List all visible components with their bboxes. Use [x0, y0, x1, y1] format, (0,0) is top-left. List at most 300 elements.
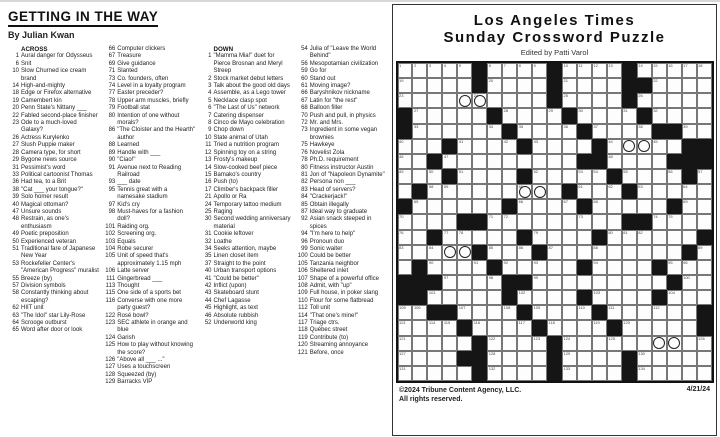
- grid-cell[interactable]: [398, 305, 413, 320]
- grid-cell[interactable]: [532, 63, 547, 78]
- grid-cell[interactable]: [577, 351, 592, 366]
- grid-cell[interactable]: [592, 93, 607, 108]
- grid-cell[interactable]: [427, 214, 442, 229]
- grid-cell[interactable]: [607, 245, 622, 260]
- grid-cell[interactable]: [577, 275, 592, 290]
- grid-cell[interactable]: [472, 305, 487, 320]
- grid-cell[interactable]: [667, 230, 682, 245]
- grid-cell[interactable]: [622, 124, 637, 139]
- grid-cell[interactable]: [562, 214, 577, 229]
- grid-cell[interactable]: [502, 78, 517, 93]
- grid-cell[interactable]: [427, 139, 442, 154]
- grid-cell[interactable]: [487, 275, 502, 290]
- grid-cell[interactable]: [398, 351, 413, 366]
- grid-cell[interactable]: [592, 124, 607, 139]
- grid-cell[interactable]: [577, 245, 592, 260]
- grid-cell[interactable]: [412, 305, 427, 320]
- grid-cell[interactable]: [592, 351, 607, 366]
- grid-cell[interactable]: [532, 108, 547, 123]
- grid-cell[interactable]: [577, 108, 592, 123]
- grid-cell[interactable]: [577, 184, 592, 199]
- grid-cell[interactable]: [637, 351, 652, 366]
- grid-cell[interactable]: [532, 260, 547, 275]
- grid-cell[interactable]: [457, 139, 472, 154]
- grid-cell[interactable]: [442, 320, 457, 335]
- grid-cell[interactable]: [682, 320, 697, 335]
- grid-cell[interactable]: [442, 124, 457, 139]
- grid-cell[interactable]: [412, 124, 427, 139]
- grid-cell[interactable]: [682, 305, 697, 320]
- grid-cell[interactable]: [577, 336, 592, 351]
- grid-cell[interactable]: [577, 305, 592, 320]
- grid-cell[interactable]: [427, 124, 442, 139]
- grid-cell[interactable]: [547, 275, 562, 290]
- grid-cell[interactable]: [562, 336, 577, 351]
- grid-cell[interactable]: [412, 320, 427, 335]
- grid-cell[interactable]: [592, 290, 607, 305]
- grid-cell[interactable]: [502, 154, 517, 169]
- grid-cell[interactable]: [487, 320, 502, 335]
- grid-cell[interactable]: [532, 184, 547, 199]
- grid-cell[interactable]: [547, 290, 562, 305]
- grid-cell[interactable]: [607, 184, 622, 199]
- grid-cell[interactable]: [622, 169, 637, 184]
- grid-cell[interactable]: [652, 63, 667, 78]
- grid-cell[interactable]: [652, 305, 667, 320]
- grid-cell[interactable]: [532, 199, 547, 214]
- grid-cell[interactable]: [472, 184, 487, 199]
- grid-cell[interactable]: [487, 336, 502, 351]
- grid-cell[interactable]: [517, 260, 532, 275]
- grid-cell[interactable]: [427, 336, 442, 351]
- grid-cell[interactable]: [472, 320, 487, 335]
- grid-cell[interactable]: [622, 290, 637, 305]
- grid-cell[interactable]: [427, 366, 442, 381]
- grid-cell[interactable]: [607, 230, 622, 245]
- grid-cell[interactable]: [457, 93, 472, 108]
- grid-cell[interactable]: [517, 245, 532, 260]
- grid-cell[interactable]: [562, 93, 577, 108]
- grid-cell[interactable]: [487, 184, 502, 199]
- grid-cell[interactable]: [457, 63, 472, 78]
- grid-cell[interactable]: [607, 214, 622, 229]
- grid-cell[interactable]: [398, 230, 413, 245]
- grid-cell[interactable]: [652, 93, 667, 108]
- grid-cell[interactable]: [532, 230, 547, 245]
- grid-cell[interactable]: [532, 305, 547, 320]
- grid-cell[interactable]: [652, 154, 667, 169]
- grid-cell[interactable]: [517, 154, 532, 169]
- grid-cell[interactable]: [412, 199, 427, 214]
- grid-cell[interactable]: [697, 184, 712, 199]
- grid-cell[interactable]: [427, 245, 442, 260]
- grid-cell[interactable]: [652, 199, 667, 214]
- grid-cell[interactable]: [427, 78, 442, 93]
- grid-cell[interactable]: [652, 336, 667, 351]
- grid-cell[interactable]: [667, 169, 682, 184]
- grid-cell[interactable]: [667, 245, 682, 260]
- grid-cell[interactable]: [427, 169, 442, 184]
- grid-cell[interactable]: [592, 63, 607, 78]
- grid-cell[interactable]: [517, 336, 532, 351]
- grid-cell[interactable]: [487, 366, 502, 381]
- grid-cell[interactable]: [697, 214, 712, 229]
- grid-cell[interactable]: [637, 290, 652, 305]
- grid-cell[interactable]: [412, 351, 427, 366]
- grid-cell[interactable]: [637, 199, 652, 214]
- grid-cell[interactable]: [682, 93, 697, 108]
- grid-cell[interactable]: [622, 139, 637, 154]
- grid-cell[interactable]: [607, 93, 622, 108]
- grid-cell[interactable]: [577, 63, 592, 78]
- grid-cell[interactable]: [562, 275, 577, 290]
- grid-cell[interactable]: [682, 290, 697, 305]
- grid-cell[interactable]: [592, 260, 607, 275]
- grid-cell[interactable]: [487, 351, 502, 366]
- grid-cell[interactable]: [547, 260, 562, 275]
- grid-cell[interactable]: [697, 199, 712, 214]
- grid-cell[interactable]: [652, 320, 667, 335]
- grid-cell[interactable]: [577, 78, 592, 93]
- grid-cell[interactable]: [607, 63, 622, 78]
- grid-cell[interactable]: [697, 366, 712, 381]
- grid-cell[interactable]: [457, 184, 472, 199]
- grid-cell[interactable]: [442, 336, 457, 351]
- grid-cell[interactable]: [592, 336, 607, 351]
- grid-cell[interactable]: [517, 63, 532, 78]
- grid-cell[interactable]: [667, 290, 682, 305]
- grid-cell[interactable]: [667, 93, 682, 108]
- grid-cell[interactable]: [517, 199, 532, 214]
- grid-cell[interactable]: [637, 93, 652, 108]
- grid-cell[interactable]: [427, 199, 442, 214]
- grid-cell[interactable]: [547, 124, 562, 139]
- grid-cell[interactable]: [697, 290, 712, 305]
- grid-cell[interactable]: [532, 154, 547, 169]
- grid-cell[interactable]: [442, 230, 457, 245]
- grid-cell[interactable]: [457, 78, 472, 93]
- grid-cell[interactable]: [487, 169, 502, 184]
- grid-cell[interactable]: [667, 260, 682, 275]
- grid-cell[interactable]: [547, 108, 562, 123]
- grid-cell[interactable]: [472, 108, 487, 123]
- grid-cell[interactable]: [412, 214, 427, 229]
- grid-cell[interactable]: [637, 124, 652, 139]
- grid-cell[interactable]: [667, 184, 682, 199]
- grid-cell[interactable]: [577, 169, 592, 184]
- grid-cell[interactable]: [697, 108, 712, 123]
- grid-cell[interactable]: [502, 108, 517, 123]
- grid-cell[interactable]: [652, 108, 667, 123]
- grid-cell[interactable]: [697, 124, 712, 139]
- grid-cell[interactable]: [637, 336, 652, 351]
- grid-cell[interactable]: [637, 154, 652, 169]
- grid-cell[interactable]: [517, 124, 532, 139]
- grid-cell[interactable]: [398, 366, 413, 381]
- grid-cell[interactable]: [562, 245, 577, 260]
- grid-cell[interactable]: [502, 260, 517, 275]
- grid-cell[interactable]: [472, 230, 487, 245]
- grid-cell[interactable]: [562, 154, 577, 169]
- grid-cell[interactable]: [607, 260, 622, 275]
- grid-cell[interactable]: [427, 290, 442, 305]
- grid-cell[interactable]: [562, 169, 577, 184]
- grid-cell[interactable]: [667, 336, 682, 351]
- grid-cell[interactable]: [577, 139, 592, 154]
- grid-cell[interactable]: [517, 320, 532, 335]
- grid-cell[interactable]: [517, 93, 532, 108]
- grid-cell[interactable]: [682, 199, 697, 214]
- grid-cell[interactable]: [607, 154, 622, 169]
- grid-cell[interactable]: [502, 184, 517, 199]
- grid-cell[interactable]: [457, 108, 472, 123]
- grid-cell[interactable]: [457, 230, 472, 245]
- grid-cell[interactable]: [412, 93, 427, 108]
- grid-cell[interactable]: [562, 260, 577, 275]
- grid-cell[interactable]: [622, 275, 637, 290]
- grid-cell[interactable]: [472, 169, 487, 184]
- grid-cell[interactable]: [398, 78, 413, 93]
- grid-cell[interactable]: [667, 305, 682, 320]
- grid-cell[interactable]: [442, 290, 457, 305]
- grid-cell[interactable]: [592, 245, 607, 260]
- grid-cell[interactable]: [652, 214, 667, 229]
- grid-cell[interactable]: [562, 290, 577, 305]
- grid-cell[interactable]: [607, 305, 622, 320]
- grid-cell[interactable]: [637, 230, 652, 245]
- grid-cell[interactable]: [502, 366, 517, 381]
- grid-cell[interactable]: [487, 230, 502, 245]
- grid-cell[interactable]: [442, 78, 457, 93]
- grid-cell[interactable]: [592, 184, 607, 199]
- grid-cell[interactable]: [637, 139, 652, 154]
- grid-cell[interactable]: [562, 230, 577, 245]
- grid-cell[interactable]: [412, 245, 427, 260]
- grid-cell[interactable]: [622, 154, 637, 169]
- grid-cell[interactable]: [427, 108, 442, 123]
- grid-cell[interactable]: [532, 124, 547, 139]
- grid-cell[interactable]: [547, 199, 562, 214]
- grid-cell[interactable]: [592, 78, 607, 93]
- grid-cell[interactable]: [652, 275, 667, 290]
- grid-cell[interactable]: [502, 230, 517, 245]
- grid-cell[interactable]: [547, 245, 562, 260]
- grid-cell[interactable]: [682, 366, 697, 381]
- grid-cell[interactable]: [442, 260, 457, 275]
- grid-cell[interactable]: [682, 275, 697, 290]
- grid-cell[interactable]: [682, 108, 697, 123]
- grid-cell[interactable]: [667, 78, 682, 93]
- grid-cell[interactable]: [667, 320, 682, 335]
- grid-cell[interactable]: [517, 290, 532, 305]
- grid-cell[interactable]: [412, 169, 427, 184]
- grid-cell[interactable]: [532, 78, 547, 93]
- grid-cell[interactable]: [502, 336, 517, 351]
- grid-cell[interactable]: [472, 199, 487, 214]
- grid-cell[interactable]: [592, 199, 607, 214]
- grid-cell[interactable]: [682, 260, 697, 275]
- grid-cell[interactable]: [472, 124, 487, 139]
- grid-cell[interactable]: [592, 108, 607, 123]
- grid-cell[interactable]: [398, 139, 413, 154]
- grid-cell[interactable]: [652, 230, 667, 245]
- grid-cell[interactable]: [472, 93, 487, 108]
- grid-cell[interactable]: [622, 320, 637, 335]
- grid-cell[interactable]: [502, 320, 517, 335]
- grid-cell[interactable]: [472, 275, 487, 290]
- grid-cell[interactable]: [517, 214, 532, 229]
- grid-cell[interactable]: [547, 214, 562, 229]
- grid-cell[interactable]: [532, 93, 547, 108]
- grid-cell[interactable]: [697, 351, 712, 366]
- grid-cell[interactable]: [487, 199, 502, 214]
- grid-cell[interactable]: [592, 366, 607, 381]
- grid-cell[interactable]: [667, 366, 682, 381]
- grid-cell[interactable]: [652, 245, 667, 260]
- grid-cell[interactable]: [398, 320, 413, 335]
- grid-cell[interactable]: [562, 63, 577, 78]
- grid-cell[interactable]: [427, 93, 442, 108]
- grid-cell[interactable]: [682, 230, 697, 245]
- grid-cell[interactable]: [667, 214, 682, 229]
- grid-cell[interactable]: [442, 63, 457, 78]
- grid-cell[interactable]: [562, 366, 577, 381]
- grid-cell[interactable]: [592, 275, 607, 290]
- grid-cell[interactable]: [427, 320, 442, 335]
- grid-cell[interactable]: [412, 336, 427, 351]
- grid-cell[interactable]: [667, 108, 682, 123]
- grid-cell[interactable]: [652, 351, 667, 366]
- grid-cell[interactable]: [457, 366, 472, 381]
- grid-cell[interactable]: [697, 336, 712, 351]
- grid-cell[interactable]: [442, 108, 457, 123]
- grid-cell[interactable]: [607, 199, 622, 214]
- grid-cell[interactable]: [517, 108, 532, 123]
- grid-cell[interactable]: [502, 63, 517, 78]
- grid-cell[interactable]: [637, 260, 652, 275]
- grid-cell[interactable]: [577, 366, 592, 381]
- grid-cell[interactable]: [652, 169, 667, 184]
- grid-cell[interactable]: [442, 275, 457, 290]
- grid-cell[interactable]: [532, 214, 547, 229]
- grid-cell[interactable]: [442, 366, 457, 381]
- grid-cell[interactable]: [682, 124, 697, 139]
- grid-cell[interactable]: [442, 351, 457, 366]
- grid-cell[interactable]: [607, 78, 622, 93]
- grid-cell[interactable]: [607, 275, 622, 290]
- grid-cell[interactable]: [682, 63, 697, 78]
- grid-cell[interactable]: [457, 169, 472, 184]
- grid-cell[interactable]: [547, 154, 562, 169]
- grid-cell[interactable]: [547, 169, 562, 184]
- grid-cell[interactable]: [577, 320, 592, 335]
- grid-cell[interactable]: [562, 320, 577, 335]
- grid-cell[interactable]: [652, 139, 667, 154]
- grid-cell[interactable]: [577, 93, 592, 108]
- grid-cell[interactable]: [547, 320, 562, 335]
- grid-cell[interactable]: [637, 245, 652, 260]
- grid-cell[interactable]: [637, 275, 652, 290]
- grid-cell[interactable]: [607, 290, 622, 305]
- grid-cell[interactable]: [547, 139, 562, 154]
- grid-cell[interactable]: [607, 124, 622, 139]
- grid-cell[interactable]: [398, 93, 413, 108]
- grid-cell[interactable]: [667, 351, 682, 366]
- grid-cell[interactable]: [487, 214, 502, 229]
- grid-cell[interactable]: [412, 154, 427, 169]
- grid-cell[interactable]: [398, 245, 413, 260]
- grid-cell[interactable]: [487, 93, 502, 108]
- grid-cell[interactable]: [412, 78, 427, 93]
- grid-cell[interactable]: [697, 63, 712, 78]
- grid-cell[interactable]: [682, 214, 697, 229]
- grid-cell[interactable]: [502, 169, 517, 184]
- grid-cell[interactable]: [427, 63, 442, 78]
- grid-cell[interactable]: [532, 351, 547, 366]
- grid-cell[interactable]: [398, 260, 413, 275]
- grid-cell[interactable]: [427, 351, 442, 366]
- grid-cell[interactable]: [697, 245, 712, 260]
- grid-cell[interactable]: [532, 366, 547, 381]
- grid-cell[interactable]: [652, 366, 667, 381]
- grid-cell[interactable]: [487, 139, 502, 154]
- grid-cell[interactable]: [637, 184, 652, 199]
- grid-cell[interactable]: [398, 214, 413, 229]
- grid-cell[interactable]: [412, 63, 427, 78]
- grid-cell[interactable]: [398, 63, 413, 78]
- grid-cell[interactable]: [532, 336, 547, 351]
- grid-cell[interactable]: [592, 320, 607, 335]
- grid-cell[interactable]: [398, 184, 413, 199]
- grid-cell[interactable]: [502, 305, 517, 320]
- grid-cell[interactable]: [427, 260, 442, 275]
- grid-cell[interactable]: [442, 154, 457, 169]
- grid-cell[interactable]: [457, 245, 472, 260]
- grid-cell[interactable]: [622, 336, 637, 351]
- grid-cell[interactable]: [532, 139, 547, 154]
- grid-cell[interactable]: [622, 245, 637, 260]
- grid-cell[interactable]: [577, 214, 592, 229]
- grid-cell[interactable]: [472, 290, 487, 305]
- grid-cell[interactable]: [457, 154, 472, 169]
- grid-cell[interactable]: [412, 230, 427, 245]
- grid-cell[interactable]: [532, 169, 547, 184]
- grid-cell[interactable]: [682, 351, 697, 366]
- grid-cell[interactable]: [442, 199, 457, 214]
- grid-cell[interactable]: [487, 305, 502, 320]
- grid-cell[interactable]: [667, 139, 682, 154]
- grid-cell[interactable]: [697, 169, 712, 184]
- grid-cell[interactable]: [472, 139, 487, 154]
- grid-cell[interactable]: [442, 245, 457, 260]
- grid-cell[interactable]: [398, 169, 413, 184]
- grid-cell[interactable]: [412, 366, 427, 381]
- grid-cell[interactable]: [562, 199, 577, 214]
- grid-cell[interactable]: [502, 245, 517, 260]
- grid-cell[interactable]: [487, 290, 502, 305]
- grid-cell[interactable]: [697, 260, 712, 275]
- grid-cell[interactable]: [562, 351, 577, 366]
- grid-cell[interactable]: [442, 93, 457, 108]
- grid-cell[interactable]: [637, 63, 652, 78]
- grid-cell[interactable]: [472, 260, 487, 275]
- grid-cell[interactable]: [532, 290, 547, 305]
- grid-cell[interactable]: [547, 230, 562, 245]
- grid-cell[interactable]: [502, 351, 517, 366]
- grid-cell[interactable]: [457, 290, 472, 305]
- grid-cell[interactable]: [562, 139, 577, 154]
- grid-cell[interactable]: [637, 169, 652, 184]
